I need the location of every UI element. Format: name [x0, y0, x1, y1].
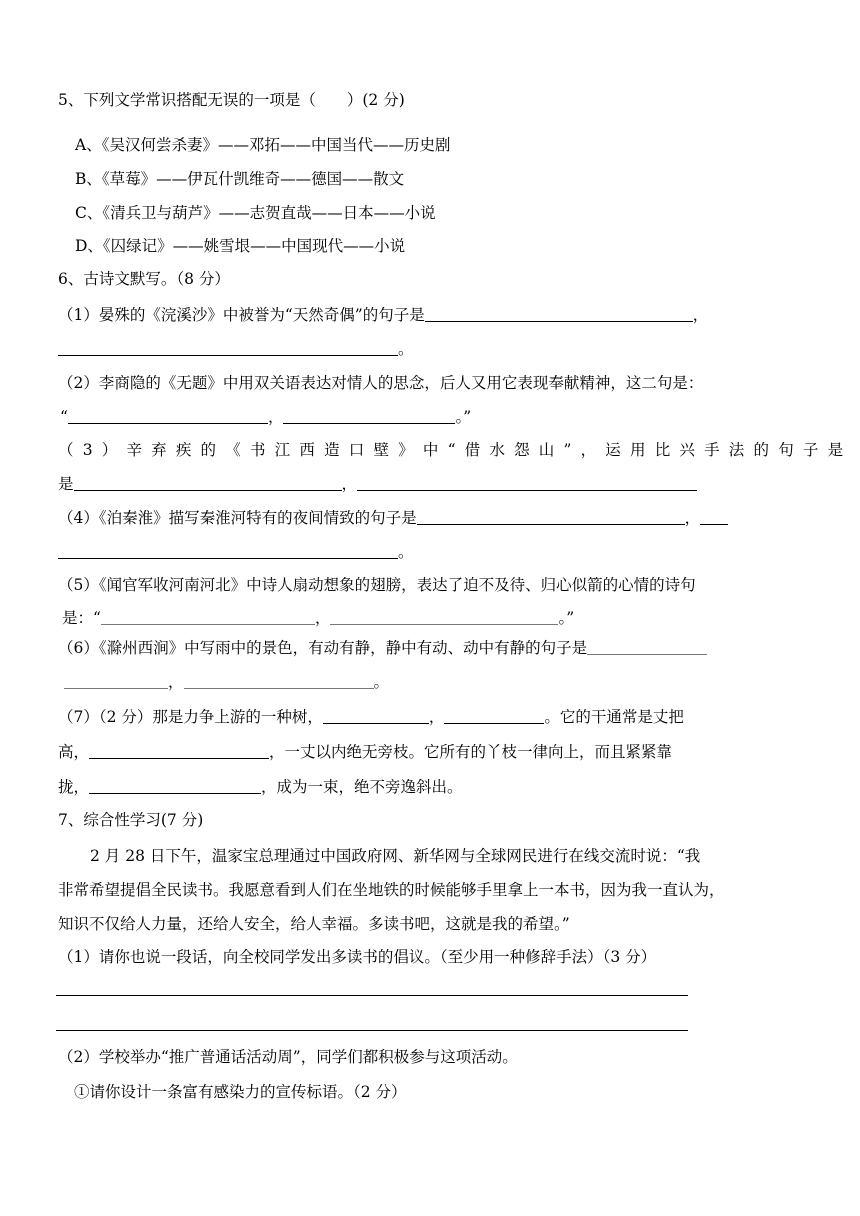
answer-blank[interactable] — [700, 508, 728, 525]
q6-item-4: （4）《泊秦淮》描写秦淮河特有的夜间情致的句子是 ， — [58, 508, 728, 528]
answer-line[interactable] — [56, 995, 688, 996]
q6-item-6: （6）《滁州西涧》中写雨中的景色，有动有静，静中有动、动中有静的句子是 — [58, 638, 707, 658]
answer-blank[interactable] — [58, 339, 398, 356]
answer-blank[interactable] — [323, 707, 429, 724]
q5-option-b: B、《草莓》——伊瓦什凯维奇——德国——散文 — [75, 170, 405, 188]
answer-blank[interactable] — [283, 407, 455, 424]
answer-blank[interactable] — [89, 777, 261, 794]
q6-item-4-cont: 。 — [58, 542, 414, 562]
answer-blank[interactable] — [184, 672, 374, 689]
q7-sub-2: （2）学校举办“推广普通话活动周”，同学们都积极参与这项活动。 — [58, 1048, 518, 1066]
q6-item-3: （3）辛弃疾的《书江西造口壁》中“借水怨山”，运用比兴手法的句子是 — [58, 441, 853, 459]
q5-option-c: C、《清兵卫与葫芦》——志贺直哉——日本——小说 — [75, 204, 436, 222]
answer-blank[interactable] — [58, 542, 398, 559]
q5-option-d: D、《囚绿记》——姚雪垠——中国现代——小说 — [75, 237, 406, 255]
answer-blank[interactable] — [425, 305, 693, 322]
answer-blank[interactable] — [417, 508, 685, 525]
answer-blank[interactable] — [357, 474, 697, 491]
q6-item-2-cont: “ ， 。” — [60, 408, 472, 426]
q5-stem: 5、下列文学常识搭配无误的一项是（ ）(2 分) — [58, 91, 405, 109]
answer-blank[interactable] — [64, 672, 168, 689]
answer-blank[interactable] — [330, 608, 558, 625]
answer-line[interactable] — [56, 1030, 688, 1031]
q7-stem: 7、综合性学习(7 分) — [58, 811, 204, 829]
q6-item-1: （1）晏殊的《浣溪沙》中被誉为“天然奇偶”的句子是 ， — [58, 306, 709, 324]
q7-sub-2-1: ①请你设计一条富有感染力的宣传标语。（2 分） — [74, 1083, 407, 1101]
answer-blank[interactable] — [89, 742, 269, 759]
q6-stem: 6、古诗文默写。（8 分） — [58, 270, 230, 288]
answer-blank[interactable] — [101, 608, 315, 625]
q6-item-7-cont2: 拢， ，成为一束，绝不旁逸斜出。 — [58, 778, 463, 796]
answer-blank[interactable] — [68, 407, 268, 424]
q6-item-5: （5）《闻官军收河南河北》中诗人扇动想象的翅膀，表达了迫不及待、归心似箭的心情的诗句 — [58, 576, 696, 594]
q6-item-2: （2）李商隐的《无题》中用双关语表达对情人的思念，后人又用它表现奉献精神，这二句是： — [58, 374, 704, 392]
q6-item-7-cont1: 高， ，一丈以内绝无旁枝。它所有的丫枝一律向上，而且紧紧靠 — [58, 743, 673, 761]
answer-blank[interactable] — [444, 707, 544, 724]
q5-option-a: A、《吴汉何尝杀妻》——邓拓——中国当代——历史剧 — [75, 136, 451, 154]
q7-passage-line-3: 知识不仅给人力量，还给人安全，给人幸福。多读书吧，这就是我的希望。” — [58, 915, 570, 933]
answer-blank[interactable] — [74, 474, 342, 491]
q6-item-6-cont: ， 。 — [64, 672, 389, 692]
q6-item-1-cont: 。 — [58, 339, 414, 359]
q6-item-7: （7）（2 分）那是力争上游的一种树， ， 。它的干通常是丈把 — [58, 708, 684, 726]
q6-item-3-cont: 是 ， — [58, 474, 697, 494]
q7-passage-line-1: 2 月 28 日下午，温家宝总理通过中国政府网、新华网与全球网民进行在线交流时说：“我 — [90, 847, 701, 865]
q6-item-5-cont: 是：“ ， 。” — [62, 609, 575, 627]
q7-passage-line-2: 非常希望提倡全民读书。我愿意看到人们在坐地铁的时候能够手里拿上一本书，因为我一直认为， — [58, 881, 725, 899]
answer-blank[interactable] — [587, 638, 707, 655]
q7-sub-1: （1）请你也说一段话，向全校同学发出多读书的倡议。（至少用一种修辞手法）（3 分） — [58, 948, 657, 966]
